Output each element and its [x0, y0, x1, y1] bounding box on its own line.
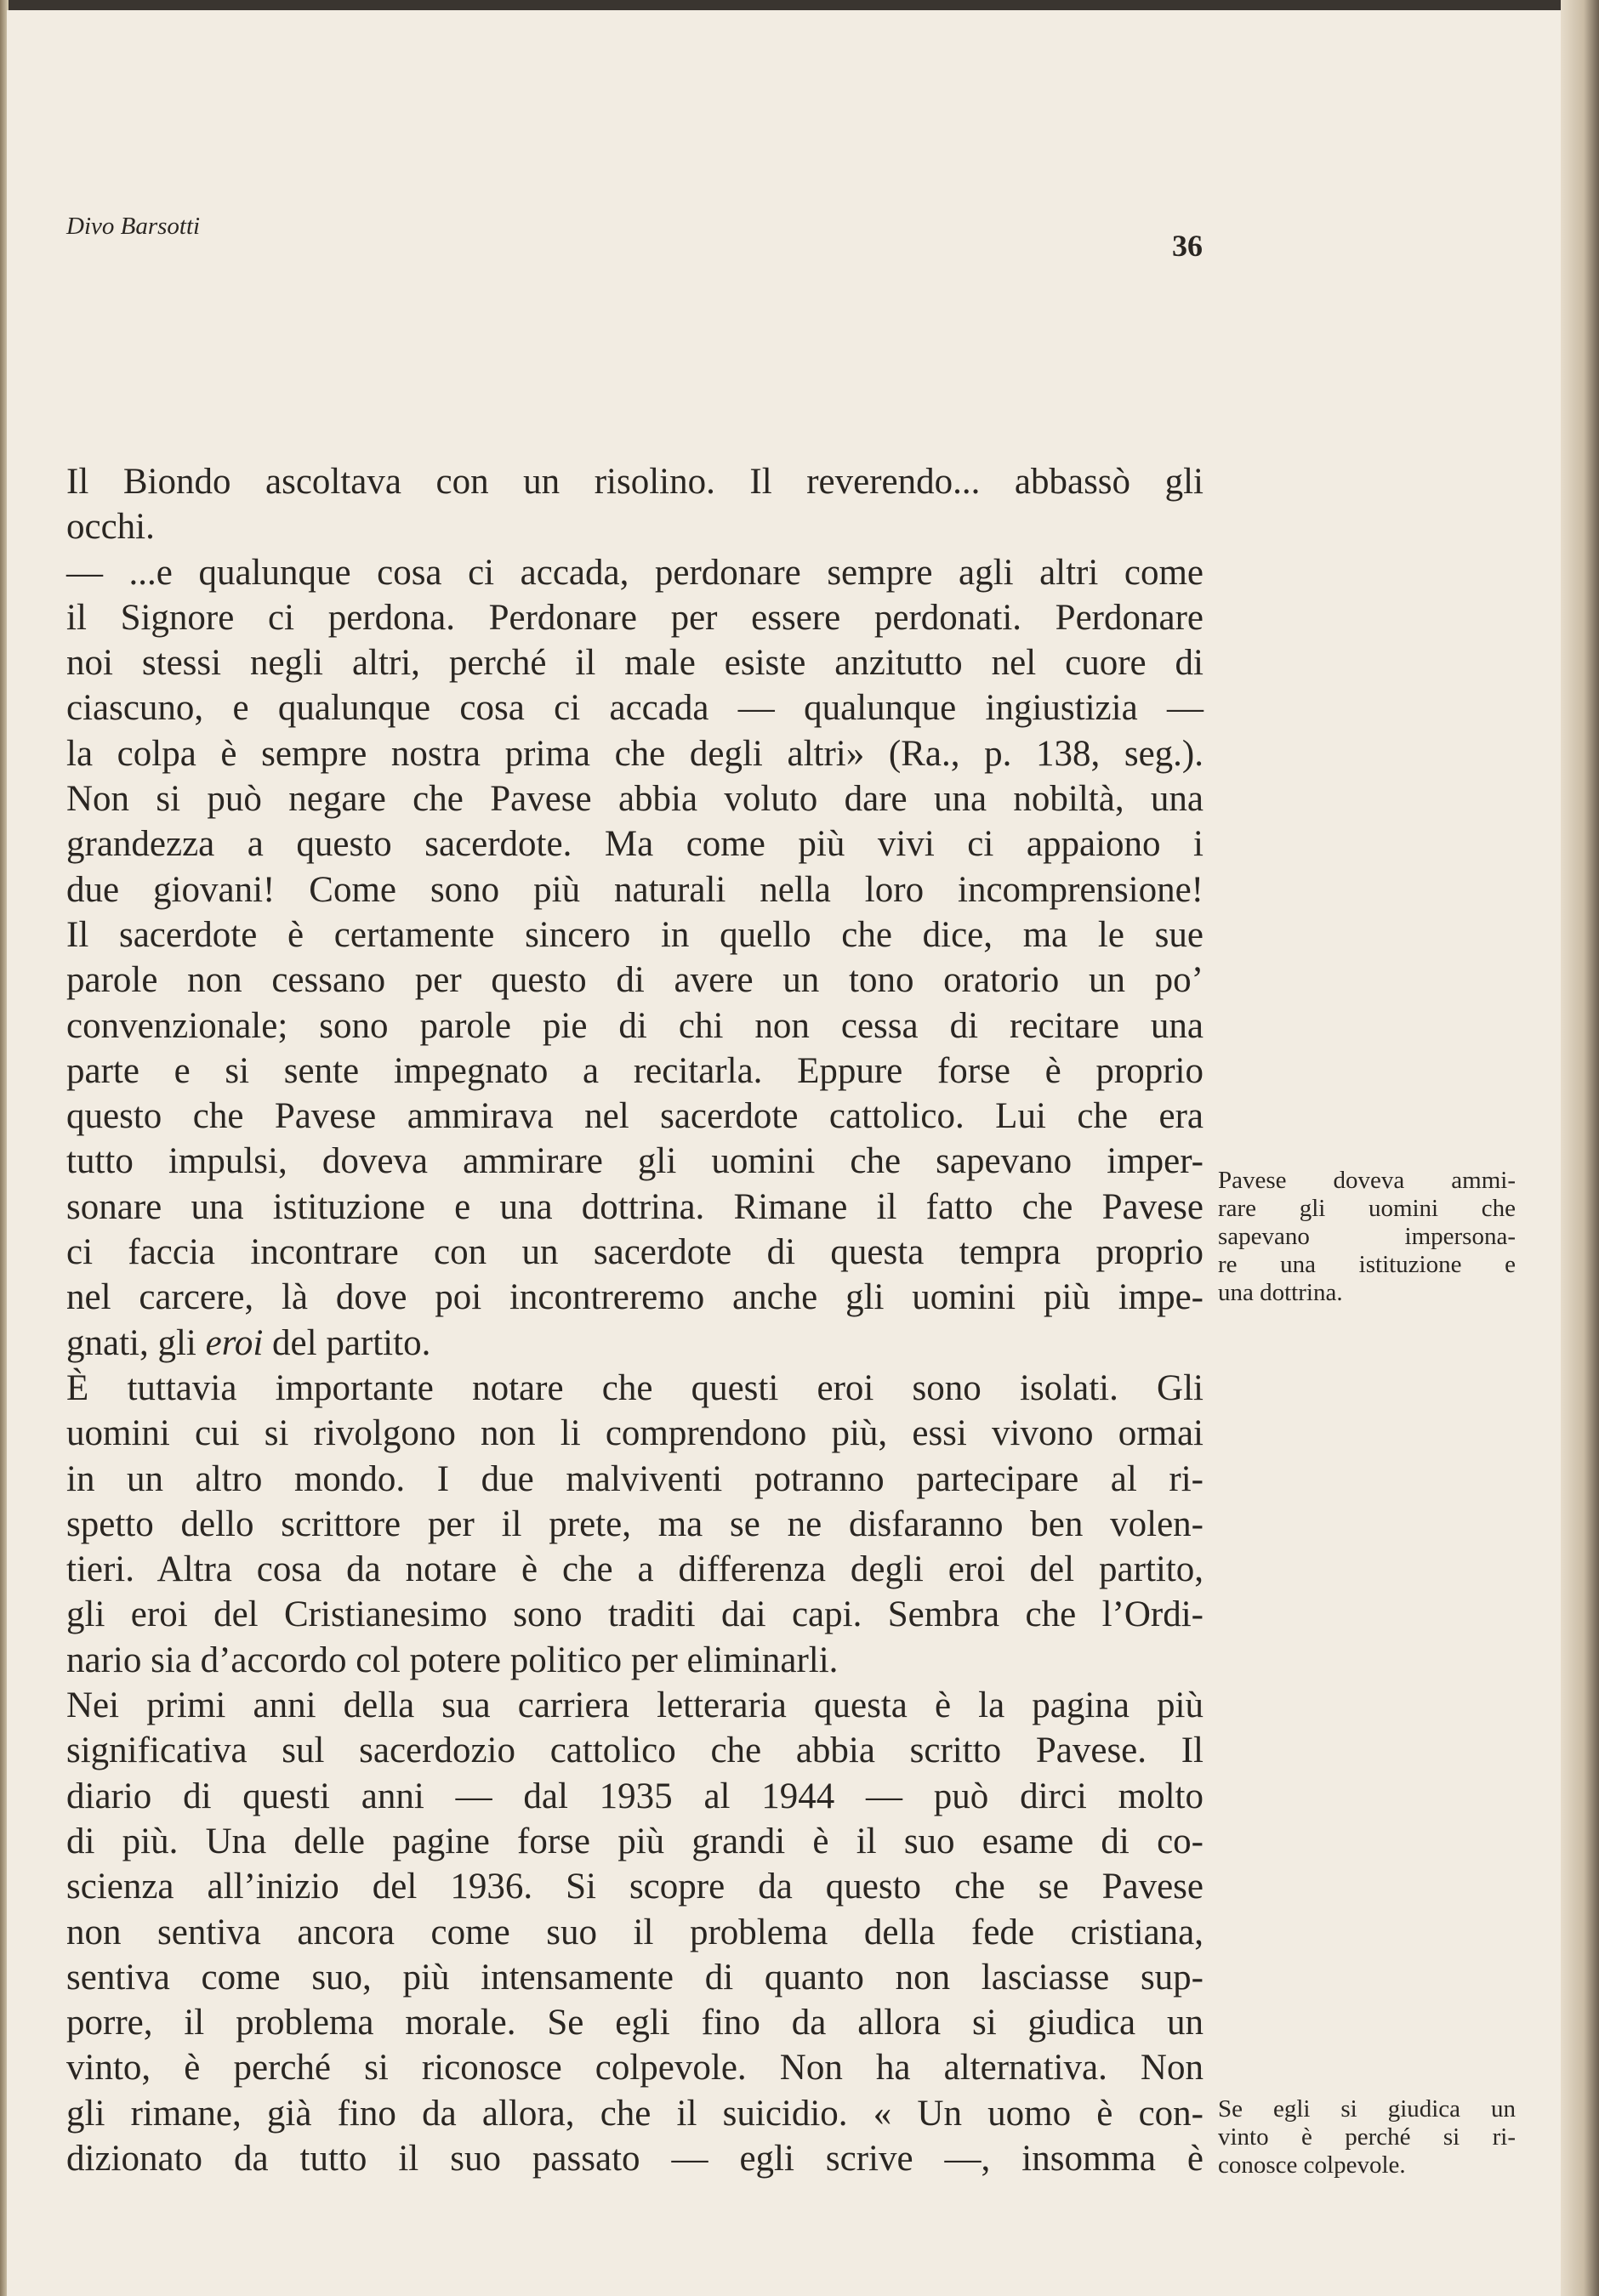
text-line: significativa sul sacerdozio cattolico che abbia scritto Pavese. Il	[66, 1731, 1204, 1771]
text-line: grandezza a questo sacerdote. Ma come più vivi ci appaiono i	[66, 824, 1204, 865]
text-line: Non si può negare che Pavese abbia voluto dare una nobiltà, una	[66, 779, 1204, 820]
text-line: due giovani! Come sono più naturali nella loro incomprensione!	[66, 869, 1204, 910]
text-line: convenzionale; sono parole pie di chi non cessa di recitare una	[66, 1005, 1204, 1046]
text-line: non sentiva ancora come suo il problema della fede cristiana,	[66, 1912, 1204, 1952]
text-line: occhi.	[66, 507, 155, 548]
text-line: sonare una istituzione e una dottrina. Rimane il fatto che Pavese	[66, 1186, 1204, 1227]
text-line: Il Biondo ascoltava con un risolino. Il reverendo... abbassò gli	[66, 462, 1204, 502]
margin-note-line: vinto è perché si ri-	[1218, 2123, 1516, 2151]
text-line: È tuttavia importante notare che questi eroi sono isolati. Gli	[66, 1367, 1204, 1408]
body-text	[66, 459, 1204, 2181]
emphasis: eroi	[205, 1322, 264, 1363]
text-line: porre, il problema morale. Se egli fino da allora si giudica un	[66, 2003, 1204, 2043]
text-line: tieri. Altra cosa da notare è che a differenza degli eroi del partito,	[66, 1549, 1204, 1590]
margin-note-1	[1218, 1167, 1516, 1307]
text-line: ci faccia incontrare con un sacerdote di questa tempra proprio	[66, 1232, 1204, 1273]
text-line: diario di questi anni — dal 1935 al 1944 — può dirci molto	[66, 1776, 1204, 1816]
text-line: scienza all’inizio del 1936. Si scopre da questo che se Pavese	[66, 1867, 1204, 1907]
text-line: gnati, gli eroi del partito.	[66, 1322, 431, 1363]
margin-note-line: conosce colpevole.	[1218, 2151, 1406, 2179]
text-line: sentiva come suo, più intensamente di quanto non lasciasse sup-	[66, 1957, 1204, 1998]
text-line: Il sacerdote è certamente sincero in quello che dice, ma le sue	[66, 914, 1204, 955]
text-line: nel carcere, là dove poi incontreremo anche gli uomini più impe-	[66, 1277, 1204, 1318]
text-line: dizionato da tutto il suo passato — egli scrive —, insomma è	[66, 2138, 1204, 2179]
text-line: vinto, è perché si riconosce colpevole. Non ha alternativa. Non	[66, 2048, 1204, 2089]
page-number: 36	[1172, 229, 1203, 263]
text-line: la colpa è sempre nostra prima che degli altri» (Ra., p. 138, seg.).	[66, 733, 1204, 774]
text-line: Nei primi anni della sua carriera letteraria questa è la pagina più	[66, 1685, 1204, 1726]
text-line: parole non cessano per questo di avere un tono oratorio un po’	[66, 960, 1204, 1001]
text-line: gli eroi del Cristianesimo sono traditi dai capi. Sembra che l’Ordi-	[66, 1594, 1204, 1635]
page-right-edge	[1561, 0, 1599, 2296]
text-line: tutto impulsi, doveva ammirare gli uomini che sapevano imper-	[66, 1141, 1204, 1182]
margin-note-line: una dottrina.	[1218, 1279, 1343, 1306]
text-line: in un altro mondo. I due malviventi potranno partecipare al ri-	[66, 1458, 1204, 1499]
margin-note-line: rare gli uomini che	[1218, 1195, 1516, 1222]
margin-note-line: re una istituzione e	[1218, 1251, 1516, 1278]
text-line: uomini cui si rivolgono non li comprendono più, essi vivono ormai	[66, 1413, 1204, 1454]
margin-note-2	[1218, 2095, 1516, 2179]
margin-note-line: sapevano impersona-	[1218, 1223, 1516, 1250]
text-line: — ...e qualunque cosa ci accada, perdonare sempre agli altri come	[66, 552, 1204, 593]
text-line: spetto dello scrittore per il prete, ma se ne disfaranno ben volen-	[66, 1503, 1204, 1544]
text-line: il Signore ci perdona. Perdonare per essere perdonati. Perdonare	[66, 597, 1204, 638]
margin-note-line: Pavese doveva ammi-	[1218, 1167, 1516, 1194]
text-line: gli rimane, già fino da allora, che il suicidio. « Un uomo è con-	[66, 2093, 1204, 2134]
text-line: questo che Pavese ammirava nel sacerdote cattolico. Lui che era	[66, 1096, 1204, 1137]
text-line: parte e si sente impegnato a recitarla. Eppure forse è proprio	[66, 1050, 1204, 1091]
margin-note-line: Se egli si giudica un	[1218, 2095, 1516, 2123]
text-line: di più. Una delle pagine forse più grandi è il suo esame di co-	[66, 1821, 1204, 1861]
text-line: ciascuno, e qualunque cosa ci accada — qualunque ingiustizia —	[66, 688, 1204, 729]
text-line: nario sia d’accordo col potere politico per eliminarli.	[66, 1640, 839, 1680]
text-line: noi stessi negli altri, perché il male esiste anzitutto nel cuore di	[66, 643, 1204, 684]
running-header-author: Divo Barsotti	[66, 213, 201, 240]
